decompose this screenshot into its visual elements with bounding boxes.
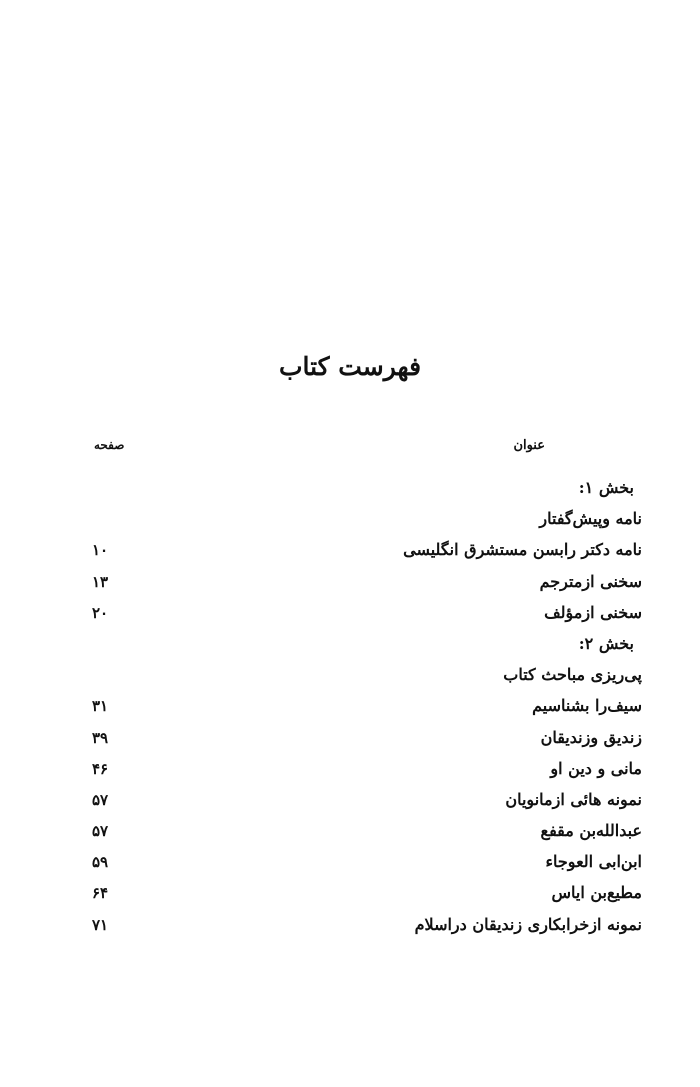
entry-title: پی‌ریزی مباحث کتاب <box>503 665 642 685</box>
entry-title: نامه وپیش‌گفتار <box>539 509 642 529</box>
toc-entry <box>0 757 700 788</box>
toc-header <box>0 438 700 464</box>
entry-title: زندیق وزندیقان <box>540 727 642 747</box>
page-title: فهرست کتاب <box>278 352 422 381</box>
toc-entry <box>0 726 700 757</box>
entry-title: مطیع‌بن ایاس <box>551 883 642 903</box>
toc-entry <box>0 538 700 569</box>
entry-page: ۱۰ <box>92 541 109 560</box>
entry-title: بخش ۱: <box>578 478 634 497</box>
entry-page: ۲۰ <box>92 603 109 622</box>
entry-title: بخش ۲: <box>578 633 634 653</box>
toc-entry <box>0 694 700 725</box>
entry-title: نمونه هائی ازمانویان <box>505 789 642 809</box>
entry-page: ۳۹ <box>92 728 109 747</box>
page-column-header: صفحه <box>94 438 125 452</box>
toc-list <box>0 476 700 944</box>
toc-section <box>0 632 700 663</box>
entry-page: ۶۴ <box>92 884 109 903</box>
toc-entry <box>0 913 700 944</box>
entry-page: ۱۳ <box>92 572 109 591</box>
entry-page: ۵۷ <box>92 822 109 841</box>
toc-entry <box>0 507 700 538</box>
entry-title: سخنی ازمترجم <box>539 571 642 591</box>
entry-title: نمونه ازخرابکاری زندیقان دراسلام <box>414 914 642 934</box>
toc-entry <box>0 881 700 912</box>
entry-title: مانی و دین او <box>550 758 642 778</box>
entry-title: سخنی ازمؤلف <box>544 602 642 622</box>
title-column-header: عنوان <box>513 438 545 453</box>
toc-entry <box>0 663 700 694</box>
toc-entry <box>0 788 700 819</box>
entry-page: ۴۶ <box>92 759 109 778</box>
entry-title: سیف‌را بشناسیم <box>532 696 642 716</box>
toc-section <box>0 476 700 507</box>
entry-page: ۷۱ <box>92 915 109 934</box>
entry-title: ابن‌ابی العوجاء <box>545 852 642 872</box>
entry-title: نامه دکتر رابسن مستشرق انگلیسی <box>403 540 642 560</box>
entry-title: عبدالله‌بن مقفع <box>540 821 642 841</box>
toc-entry <box>0 601 700 632</box>
toc-entry <box>0 850 700 881</box>
entry-page: ۵۷ <box>92 790 109 809</box>
toc-entry <box>0 570 700 601</box>
toc-entry <box>0 819 700 850</box>
entry-page: ۳۱ <box>92 697 109 716</box>
entry-page: ۵۹ <box>92 853 109 872</box>
